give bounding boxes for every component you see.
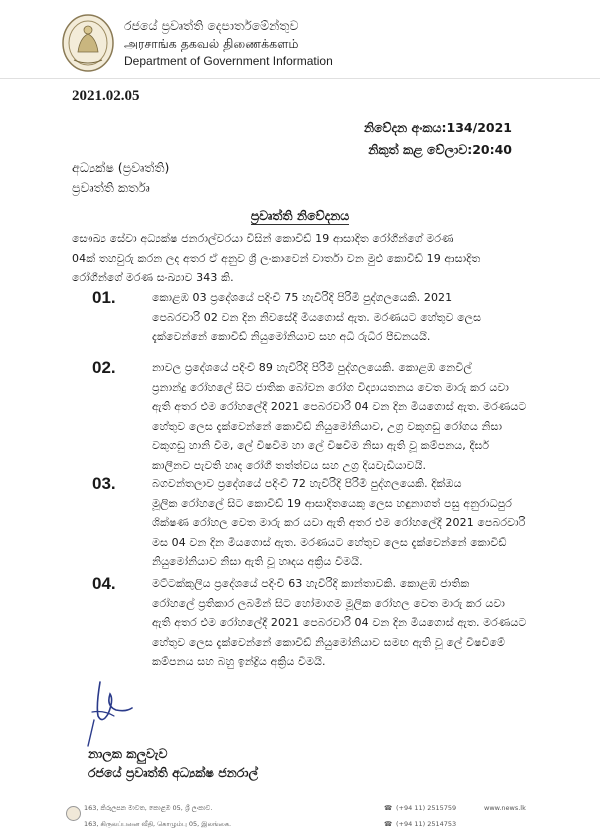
heading-text: ප්‍රවෘත්ති නිවේදනය	[250, 208, 350, 223]
item-number-03: 03.	[92, 474, 116, 493]
document-heading	[0, 208, 600, 224]
phone-icon: ☎	[384, 804, 393, 812]
intro-line: රෝගීන්ගේ මරණ සංඛ්‍යාව 343 කි.	[72, 271, 234, 284]
item-number-04: 04.	[92, 574, 116, 593]
addressee-line-1: අධ්‍යක්ෂ (ප්‍රවෘත්ති)	[72, 160, 170, 175]
item-paragraph-01	[152, 288, 527, 347]
intro-paragraph	[72, 229, 527, 288]
item-line: කම්පනය සහ බහු ඉන්ද්‍රිය අක්‍රිය වීමයි.	[152, 655, 326, 668]
item-paragraph-02	[152, 358, 527, 475]
item-line: ඇති අතර එම රෝහලේදී 2021 පෙබරවාරි 04 වන දින මියගොස් ඇත. මරණයට	[152, 616, 527, 629]
item-line: නාවල ප්‍රදේශයේ පදිංචි 89 හැවිරිදි පිරිමි පුද්ගලයෙකි. කොළඹ නෙවිල්	[152, 361, 472, 374]
header-english: Department of Government Information	[124, 54, 333, 68]
item-paragraph-04	[152, 574, 527, 672]
item-line: දැක්වෙන්නේ කොවිඩ් නියුමෝනියාව සහ අධි රුධිර පීඩනයයි.	[152, 330, 431, 343]
item-line: ඇති අතර එම රෝහලේදී 2021 පෙබරවාරි 04 වන දින මියගොස් ඇත. මරණයට	[152, 400, 527, 413]
item-line: වකුගඩු හානි වීම, ලේ විෂවීම හා ලේ විෂවීම නිසා ඇති වූ කම්පනය, දීර්ඝ	[152, 439, 490, 452]
item-line: පෙබරවාරි 02 වන දින නිවසේදී මියගොස් ඇත. මරණයට හේතුව ලෙස	[152, 310, 482, 324]
header-sinhala: රජයේ ප්‍රවෘත්ති දෙපාර්තමේන්තුව	[124, 18, 299, 33]
item-line: හේතුව ලෙස දැක්වෙන්නේ කොවිඩ් නියුමෝනියාව, උග්‍ර වකුගඩු රෝගය නිසා	[152, 419, 503, 433]
item-line: මස 04 වන දින මියගොස් ඇත. මරණයට හේතුව ලෙස දැක්වෙන්නේ කොවිඩ්	[152, 535, 507, 549]
item-paragraph-03	[152, 474, 527, 572]
intro-line: සෞඛ්‍ය සේවා අධ්‍යක්ෂ ජනරාල්වරයා විසින් කොවිඩ් 19 ආසාදිත රෝගීන්ගේ මරණ	[72, 232, 454, 245]
addressee-line-2: ප්‍රවෘත්ති කර්තෘ	[72, 180, 150, 195]
handwritten-signature	[86, 676, 144, 750]
signatory-name: නාලක කලුවැව	[88, 746, 168, 761]
footer-address-sinhala: 163, කිරුලපන මාවත, කොළඹ 05, ශ්‍රී ලංකාව.	[84, 804, 213, 812]
footer-address-tamil: 163, கிருலப்பனை வீதி, கொழும்பு 05, இலங்கை.	[84, 820, 232, 828]
item-line: හේතුව ලෙස දැක්වෙන්නේ කොවිඩ් නියුමෝනියාව සමඟ ඇති වූ ලේ විෂවීමේ	[152, 635, 506, 649]
item-line: ප්‍රනාන්දු රෝහලේ සිට ජාතික බෝවන රෝග විද්‍යායතනය වෙත මාරු කර යවා	[152, 380, 509, 394]
item-line: මූලික රෝහලේ සිට කොවිඩ් 19 ආසාදිතයෙකු ලෙස හඳුනාගත් පසු අනුරාධපුර	[152, 496, 513, 510]
header-tamil: அரசாங்க தகவல் திணைக்களம்	[124, 36, 299, 51]
document-date: 2021.02.05	[72, 88, 140, 104]
item-number-01: 01.	[92, 288, 116, 307]
footer-tel-2: (+94 11) 2514753	[396, 820, 457, 828]
signatory-title: රජයේ ප්‍රවෘත්ති අධ්‍යක්ෂ ජනරාල්	[88, 765, 259, 780]
item-line: මට්ටක්කුලිය ප්‍රදේශයේ පදිංචි 63 හැවිරිදි කාන්තාවකි. කොළඹ ජාතික	[152, 577, 470, 590]
intro-line: 04ක් තහවුරු කරන ලද අතර ඒ අනුව ශ්‍රී ලංකාවෙන් වාර්තා වන මුළු කොවිඩ් 19 ආසාදිත	[72, 251, 481, 265]
page-footer	[84, 800, 564, 838]
item-line: කොළඹ 03 ප්‍රදේශයේ පදිංචි 75 හැවිරිදි පිරිමි පුද්ගලයෙකි. 2021	[152, 291, 453, 304]
item-number-02: 02.	[92, 358, 116, 377]
fax-icon: ☎	[384, 820, 393, 828]
item-line: රෝහලේ ප්‍රතිකාර ලබමින් සිට හෝමාගම මූලික රෝහල වෙත මාරු කර යවා	[152, 596, 506, 610]
release-time: නිකුත් කළ වේලාව:20:40	[368, 142, 512, 157]
sri-lanka-emblem-icon	[60, 12, 116, 74]
header-divider	[0, 78, 600, 79]
footer-logo-icon	[66, 806, 81, 821]
item-line: නියුමෝනියාව නිසා ඇති වූ හෘදය අක්‍රිය වීමයි.	[152, 555, 363, 568]
footer-website[interactable]: www.news.lk	[484, 804, 526, 812]
release-number: නිවේදන අංකය:134/2021	[363, 120, 512, 135]
footer-tel-1: (+94 11) 2515759	[396, 804, 457, 812]
item-line: ශික්ෂණ රෝහල වෙත මාරු කර යවා ඇති අතර එම රෝහලේදී 2021 පෙබරවාරි	[152, 516, 526, 529]
item-line: බගවන්තලාව ප්‍රදේශයේ පදිංචි 72 හැවිරිදි පිරිමි පුද්ගලයෙකි. දික්ඔය	[152, 477, 462, 490]
item-line: කාලීනව පැවති හෘද රෝගී තත්ත්වය සහ උග්‍ර දියවැඩියාවයි.	[152, 458, 427, 472]
